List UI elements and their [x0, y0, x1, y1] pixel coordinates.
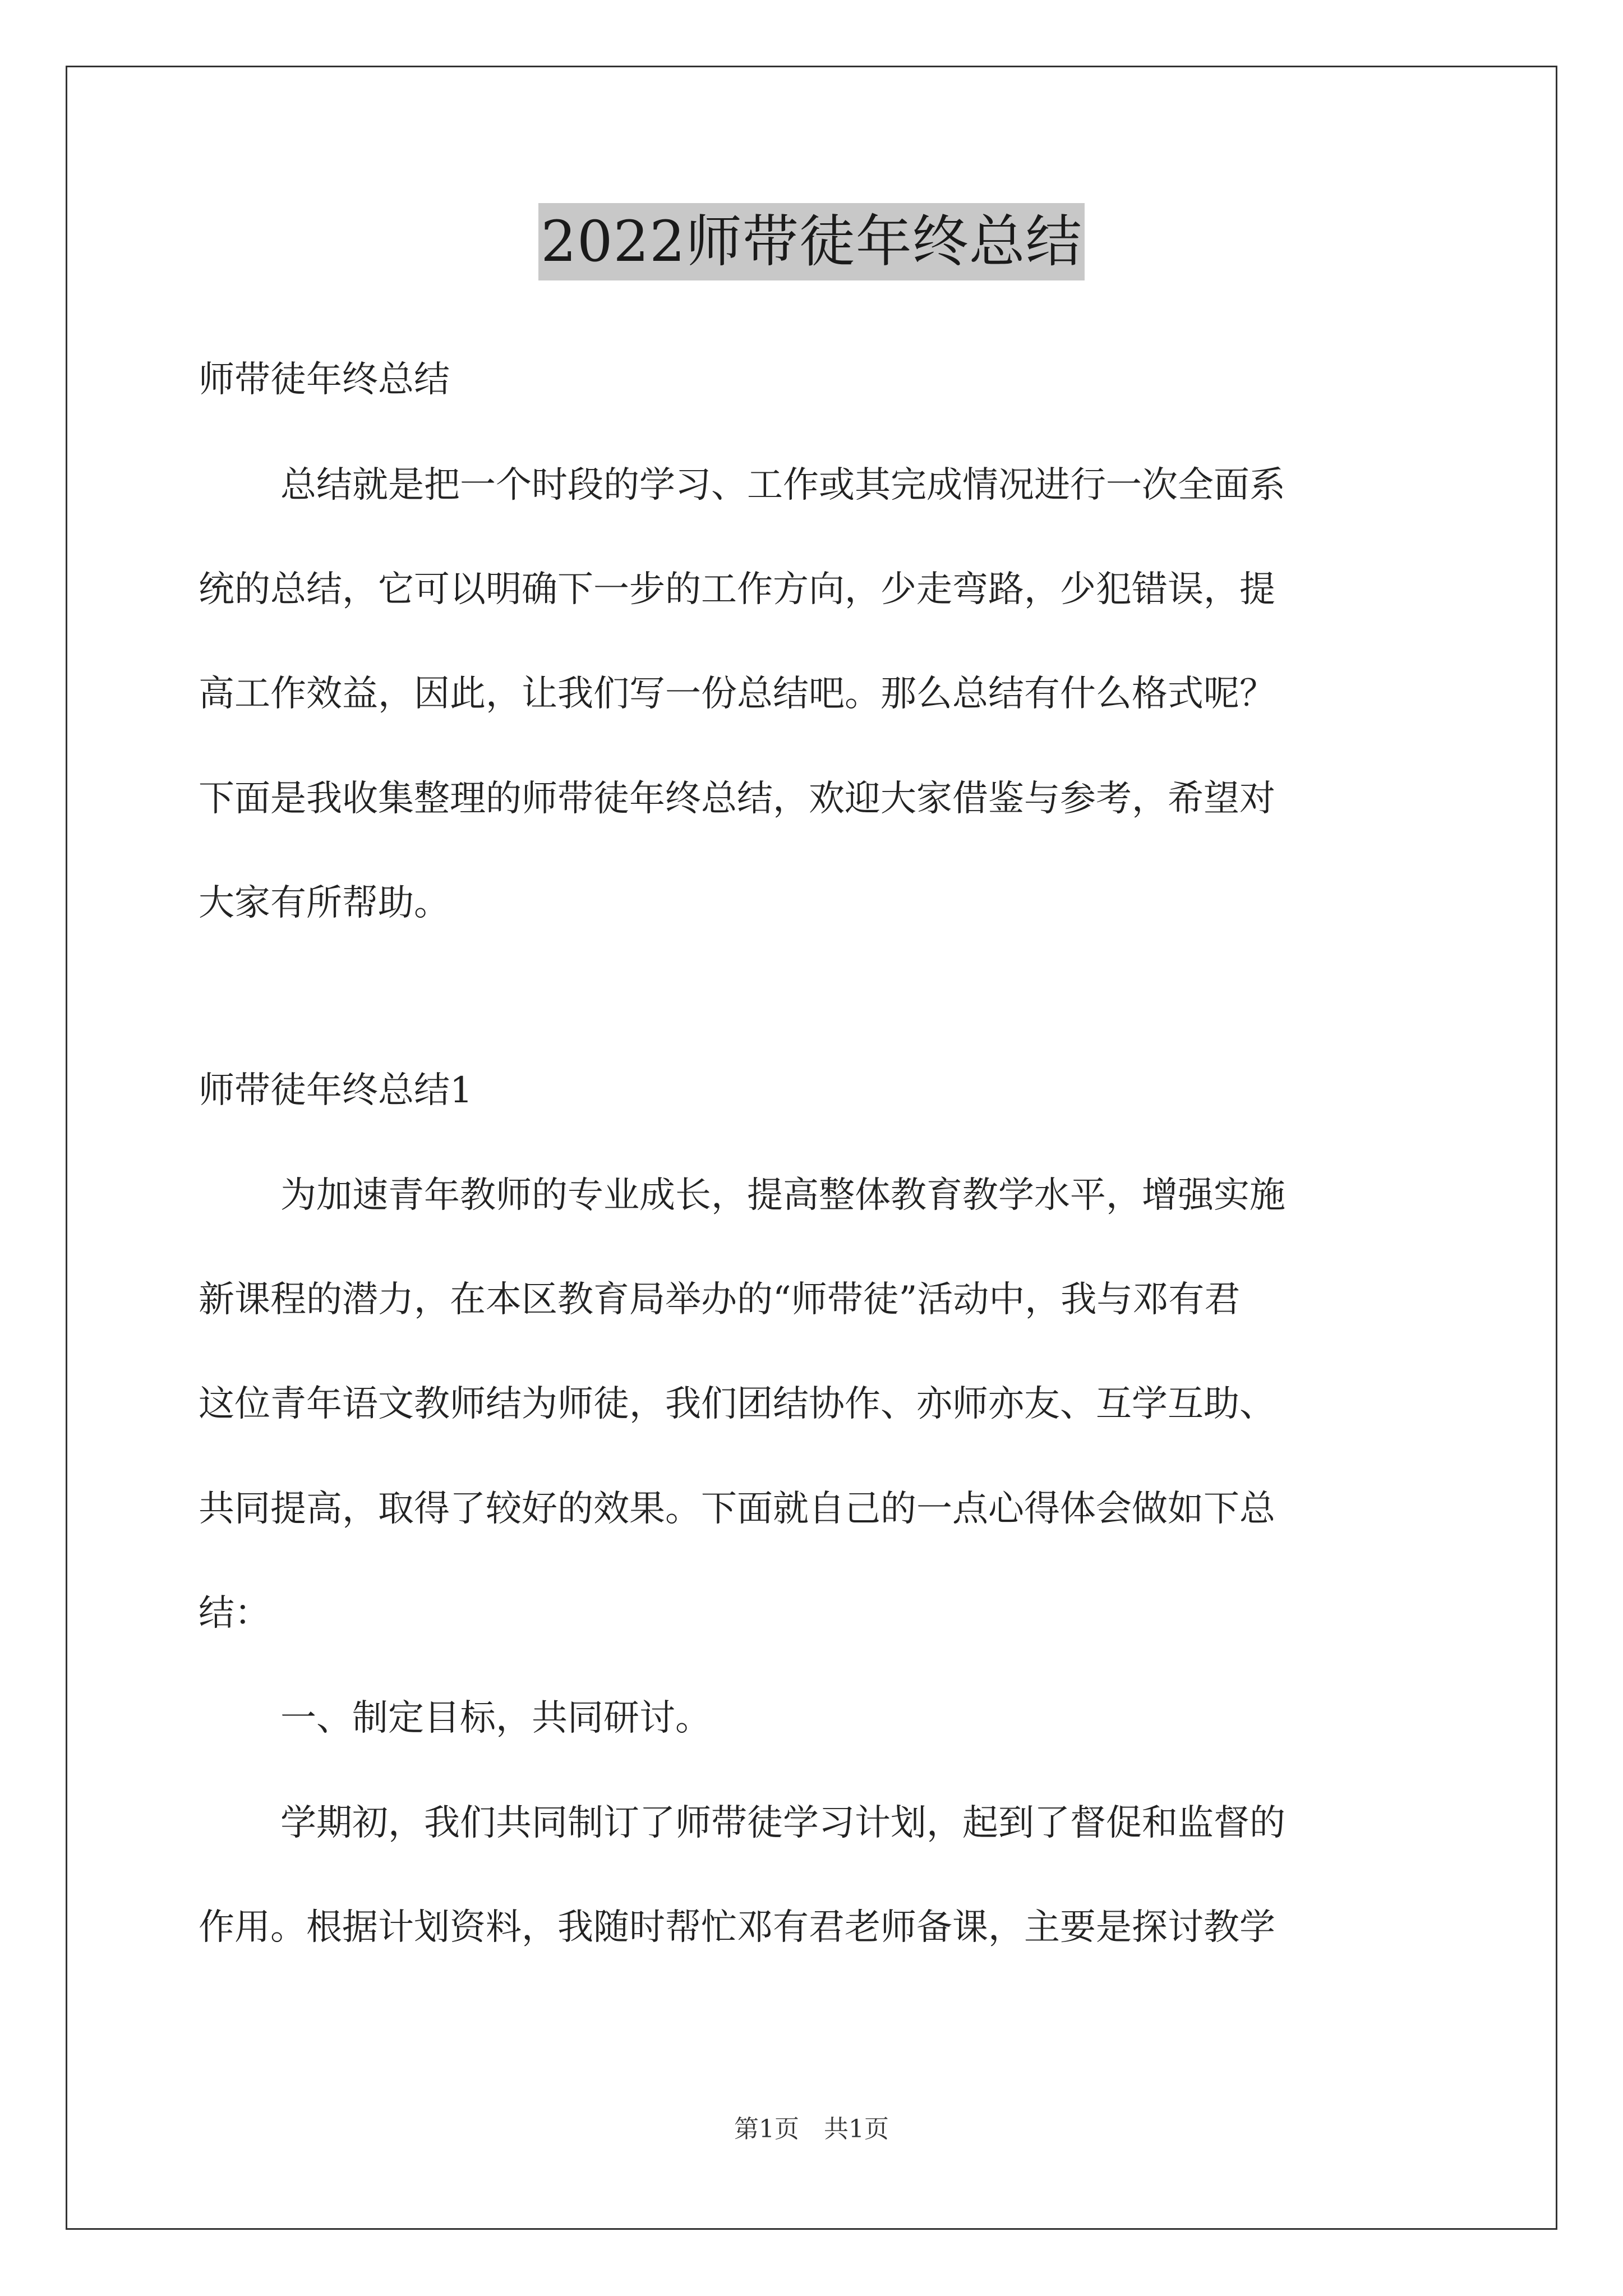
point-1-heading: 一、制定目标，共同研讨。 — [280, 1697, 711, 1739]
section-1-line-1: 为加速青年教师的专业成长，提高整体教育教学水平，增强实施 — [280, 1175, 1285, 1216]
document-subtitle: 师带徒年终总结 — [199, 359, 450, 401]
section-1-line-4: 共同提高，取得了较好的效果。下面就自己的一点心得体会做如下总 — [199, 1488, 1275, 1530]
section-1-line-2: 新课程的潜力，在本区教育局举办的“师带徒”活动中，我与邓有君 — [199, 1279, 1241, 1320]
intro-line-2: 统的总结，它可以明确下一步的工作方向，少走弯路，少犯错误，提 — [199, 569, 1275, 610]
page-footer: 第1页 共1页 — [734, 2115, 889, 2143]
intro-line-3: 高工作效益，因此，让我们写一份总结吧。那么总结有什么格式呢？ — [199, 673, 1275, 715]
section-1-heading: 师带徒年终总结1 — [199, 1070, 473, 1111]
section-1-line-3: 这位青年语文教师结为师徒，我们团结协作、亦师亦友、互学互助、 — [199, 1383, 1275, 1425]
intro-line-1: 总结就是把一个时段的学习、工作或其完成情况进行一次全面系 — [280, 464, 1285, 506]
point-1-line-1: 学期初，我们共同制订了师带徒学习计划，起到了督促和监督的 — [280, 1802, 1285, 1844]
intro-line-4: 下面是我收集整理的师带徒年终总结，欢迎大家借鉴与参考，希望对 — [199, 778, 1275, 820]
point-1-line-2: 作用。根据计划资料，我随时帮忙邓有君老师备课，主要是探讨教学 — [199, 1907, 1275, 1948]
document-title: 2022师带徒年终总结 — [538, 203, 1085, 280]
title-container — [0, 203, 1623, 280]
intro-line-5: 大家有所帮助。 — [199, 882, 450, 924]
section-1-line-5: 结： — [199, 1593, 270, 1634]
